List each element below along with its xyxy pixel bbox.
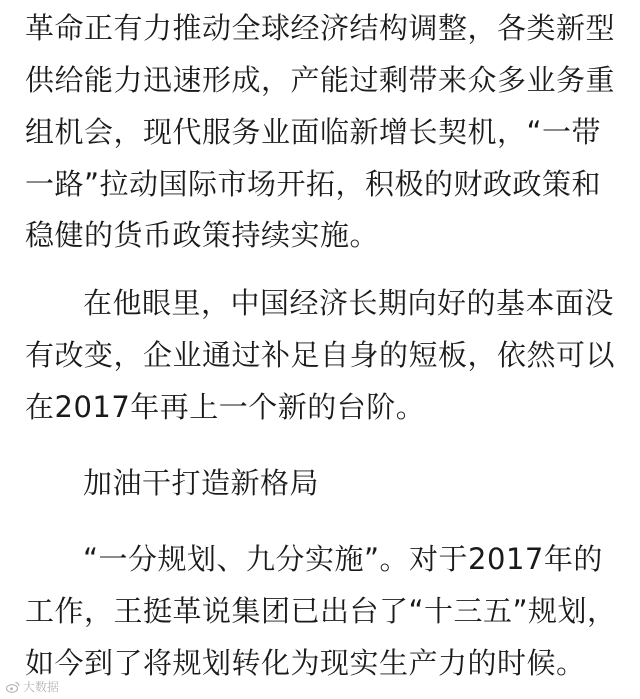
section-heading: 加油干打造新格局: [83, 466, 320, 500]
weibo-icon: [6, 681, 20, 693]
watermark-text: 大数据: [23, 680, 60, 694]
paragraph-2-line-3: 在2017年再上一个新的台阶。: [25, 390, 426, 424]
paragraph-2-line-1: 在他眼里，中国经济长期向好的基本面没: [83, 286, 615, 320]
paragraph-1-line-5: 稳健的货币政策持续实施。: [25, 218, 380, 252]
paragraph-2-line-2: 有改变，企业通过补足自身的短板，依然可以: [25, 338, 616, 372]
paragraph-1-line-3: 组机会，现代服务业面临新增长契机，“一带: [25, 115, 602, 149]
paragraph-1-line-4: 一路”拉动国际市场开拓，积极的财政政策和: [25, 167, 602, 201]
paragraph-4-line-2: 工作，王挺革说集团已出台了“十三五”规划，: [25, 594, 617, 628]
paragraph-4-line-3: 如今到了将规划转化为现实生产力的时候。: [25, 646, 586, 680]
paragraph-1-line-2: 供给能力迅速形成，产能过剩带来众多业务重: [25, 63, 616, 97]
watermark: [6, 678, 59, 695]
paragraph-1-line-1: 革命正有力推动全球经济结构调整，各类新型: [25, 11, 616, 45]
paragraph-4-line-1: “一分规划、九分实施”。对于2017年的: [83, 542, 603, 576]
